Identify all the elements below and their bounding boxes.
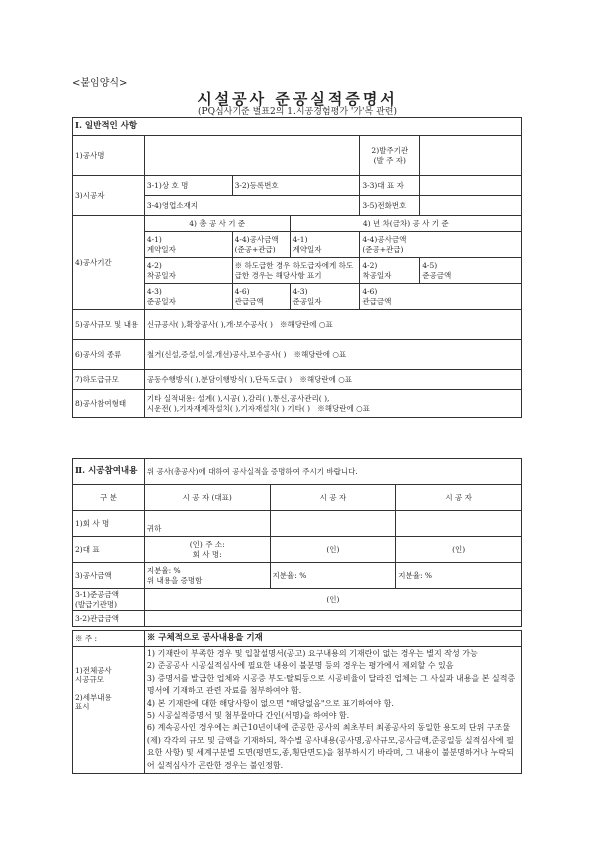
note-item: 3) 증명서를 발급한 업체와 시공증 부도·탈퇴등으로 시공비율이 달라진 업체는 그 사실과 내용을 본 실적증명서에 기재하고 관련 자료를 첨부하여야 함. xyxy=(146,673,516,696)
completion-amount-annual[interactable]: 4-5) 준공금액 xyxy=(420,258,522,284)
share-field-3[interactable]: 지분율: % xyxy=(396,563,522,589)
start-date-total[interactable]: 4-2) 착공일자 xyxy=(144,258,232,284)
company-row-label: 1)회 사 명 xyxy=(73,511,145,537)
participation-options[interactable]: 기타 실적내용: 설계( ),시공( ),감리( ),통신,공사관리( ), 시운전( ),기자재제작설치( ),기자재설치( ) 기타( ) ※해당란에 ○표 xyxy=(144,390,521,418)
document-title: 시설공사 준공실적증명서 xyxy=(197,90,398,108)
contract-date-annual[interactable]: 4-1) 계약일자 xyxy=(290,232,360,258)
share-field-2[interactable]: 지분율: % xyxy=(270,563,396,589)
completion-date-total[interactable]: 4-3) 준공일자 xyxy=(144,284,232,310)
period-label: 4)공사기간 xyxy=(73,216,145,310)
reg-number-label: 3-2)등록번호 xyxy=(232,176,360,196)
start-date-annual[interactable]: 4-2) 착공일자 xyxy=(360,258,420,284)
rep-field-3[interactable]: (인) xyxy=(396,537,522,563)
document-subtitle: (PQ심사기준 별표2의 1.시공경험평가 '가'목 관련) xyxy=(198,107,397,117)
subcontract-options[interactable]: 공동수행방식( ),분담이행방식( ),단독도급( ) ※해당란에 ○표 xyxy=(144,370,521,390)
notes-left-header: ※ 주 : xyxy=(73,631,145,647)
type-options[interactable]: 철거(신설,증설,이설,개선)공사,보수공사( ) ※해당란에 ○표 xyxy=(144,340,521,370)
client-field[interactable] xyxy=(420,136,522,176)
note-item: 1) 기재란이 부족한 경우 및 입찰설명서(공고) 요구내용의 기재란이 없는 경우는 별지 작성 가능 xyxy=(146,649,478,658)
col-header-category: 구 분 xyxy=(73,485,145,511)
col-header-contractor-rep: 시 공 자 (대표) xyxy=(144,485,270,511)
notes-side: 1)전체공사 시공규모 2)세부내용 표시 xyxy=(73,647,145,774)
ceo-field[interactable] xyxy=(420,176,522,196)
project-name-label: 1)공사명 xyxy=(73,136,145,176)
note-item: 2) 준공공사 시공실적심사에 필요한 내용이 불분명 등의 경우는 평가에서 제외할 수 있음 xyxy=(146,661,454,671)
scale-label: 5)공사규모 및 내용 xyxy=(73,310,145,340)
phone-field[interactable] xyxy=(420,196,522,216)
participation-label: 8)공사참여형태 xyxy=(73,390,145,418)
section1-header: Ⅰ. 일반적인 사항 xyxy=(73,118,522,136)
col-header-contractor-3: 시 공 자 xyxy=(396,485,522,511)
gov-amount-annual[interactable]: 4-6) 관급금액 xyxy=(360,284,522,310)
company-field-3[interactable] xyxy=(396,511,522,537)
gov-amount-row-label: 3-2)관급금액 xyxy=(73,611,145,627)
ceo-label: 3-3)대 표 자 xyxy=(360,176,420,196)
note-item: 6) 계속공사인 경우에는 최근10년이내에 준공한 공사의 최초부터 최종공사의 동일한 용도의 단위 구조물(제) 각각의 규모 및 금액을 기재하되, 착수별 공사내용(공사명,공사규모,공사금액,준공일등 실적심사에 필요한 사항) 및 세계구분별 도면(평면도,종,횡단면도)을 첨부하시기 바라며, 그 내용이 불분명하거나 누락되어 실적심사가 곤란한 경우는 불인정함. xyxy=(146,723,514,770)
annual-basis-header: 4) 년 차(금차) 공 사 기 준 xyxy=(290,216,522,232)
type-label: 6)공사의 종류 xyxy=(73,340,145,370)
company-name-label: 3-1)상 호 명 xyxy=(144,176,232,196)
office-location-label: 3-4)영업소재지 xyxy=(144,196,360,216)
participation-table xyxy=(72,458,522,627)
notes-table xyxy=(72,630,522,774)
subcontract-note: ※ 하도급한 경우 하도급자에게 하도급한 경우는 해당사항 표기 xyxy=(232,258,360,284)
amount-annual[interactable]: 4-4)공사금액 (준공+관급) xyxy=(360,232,522,258)
section2-intro: 위 공사(총공사)에 대하여 공사실적을 증명하여 주시기 바랍니다. xyxy=(144,459,521,485)
amount-total[interactable]: 4-4)공사금액 (준공+관급) xyxy=(232,232,290,258)
completion-amount-row-label: 3-1)준공금액 (발급기관명) xyxy=(73,589,145,611)
contract-date-total[interactable]: 4-1) 계약일자 xyxy=(144,232,232,258)
total-basis-header: 4) 총 공 사 기 준 xyxy=(144,216,290,232)
scale-options[interactable]: 신규공사( ),확장공사( ),개·보수공사( ) ※해당란에 ○표 xyxy=(144,310,521,340)
amount-row-label: 3)공사금액 xyxy=(73,563,145,589)
client-label: 2)발주기관 (발 주 자) xyxy=(360,136,420,176)
notes-right-header: ※ 구체적으로 공사내용을 기재 xyxy=(144,631,521,647)
gov-amount-field[interactable] xyxy=(144,611,521,627)
issuer-seal-field[interactable]: (인) xyxy=(144,589,521,611)
gov-amount-total[interactable]: 4-6) 관급금액 xyxy=(232,284,290,310)
contractor-label: 3)시공자 xyxy=(73,176,145,216)
note-item: 5) 시공실적증명서 및 첨부물마다 간인(서명)을 하여야 함. xyxy=(146,710,350,720)
share-field-1[interactable]: 지분율: % 위 내용을 증명함 xyxy=(144,563,270,589)
completion-date-annual[interactable]: 4-3) 준공일자 xyxy=(290,284,360,310)
page-label: <붙임양식> xyxy=(72,78,128,89)
rep-row-label: 2)대 표 xyxy=(73,537,145,563)
col-header-contractor-2: 시 공 자 xyxy=(270,485,396,511)
company-field-1[interactable]: 귀하 xyxy=(144,511,270,537)
notes-list xyxy=(144,647,521,774)
phone-label: 3-5)전화번호 xyxy=(360,196,420,216)
section2-header: Ⅱ. 시공참여내용 xyxy=(73,459,145,485)
rep-field-1[interactable]: (인) 주 소: 회 사 명: xyxy=(144,537,270,563)
subcontract-scale-label: 7)하도급규모 xyxy=(73,370,145,390)
general-info-table xyxy=(72,117,522,418)
note-item: 4) 본 기재란에 대한 해당사항이 없으면 "해당없음"으로 표기하여야 함. xyxy=(146,698,394,708)
rep-field-2[interactable]: (인) xyxy=(270,537,396,563)
company-field-2[interactable] xyxy=(270,511,396,537)
project-name-field[interactable] xyxy=(144,136,360,176)
